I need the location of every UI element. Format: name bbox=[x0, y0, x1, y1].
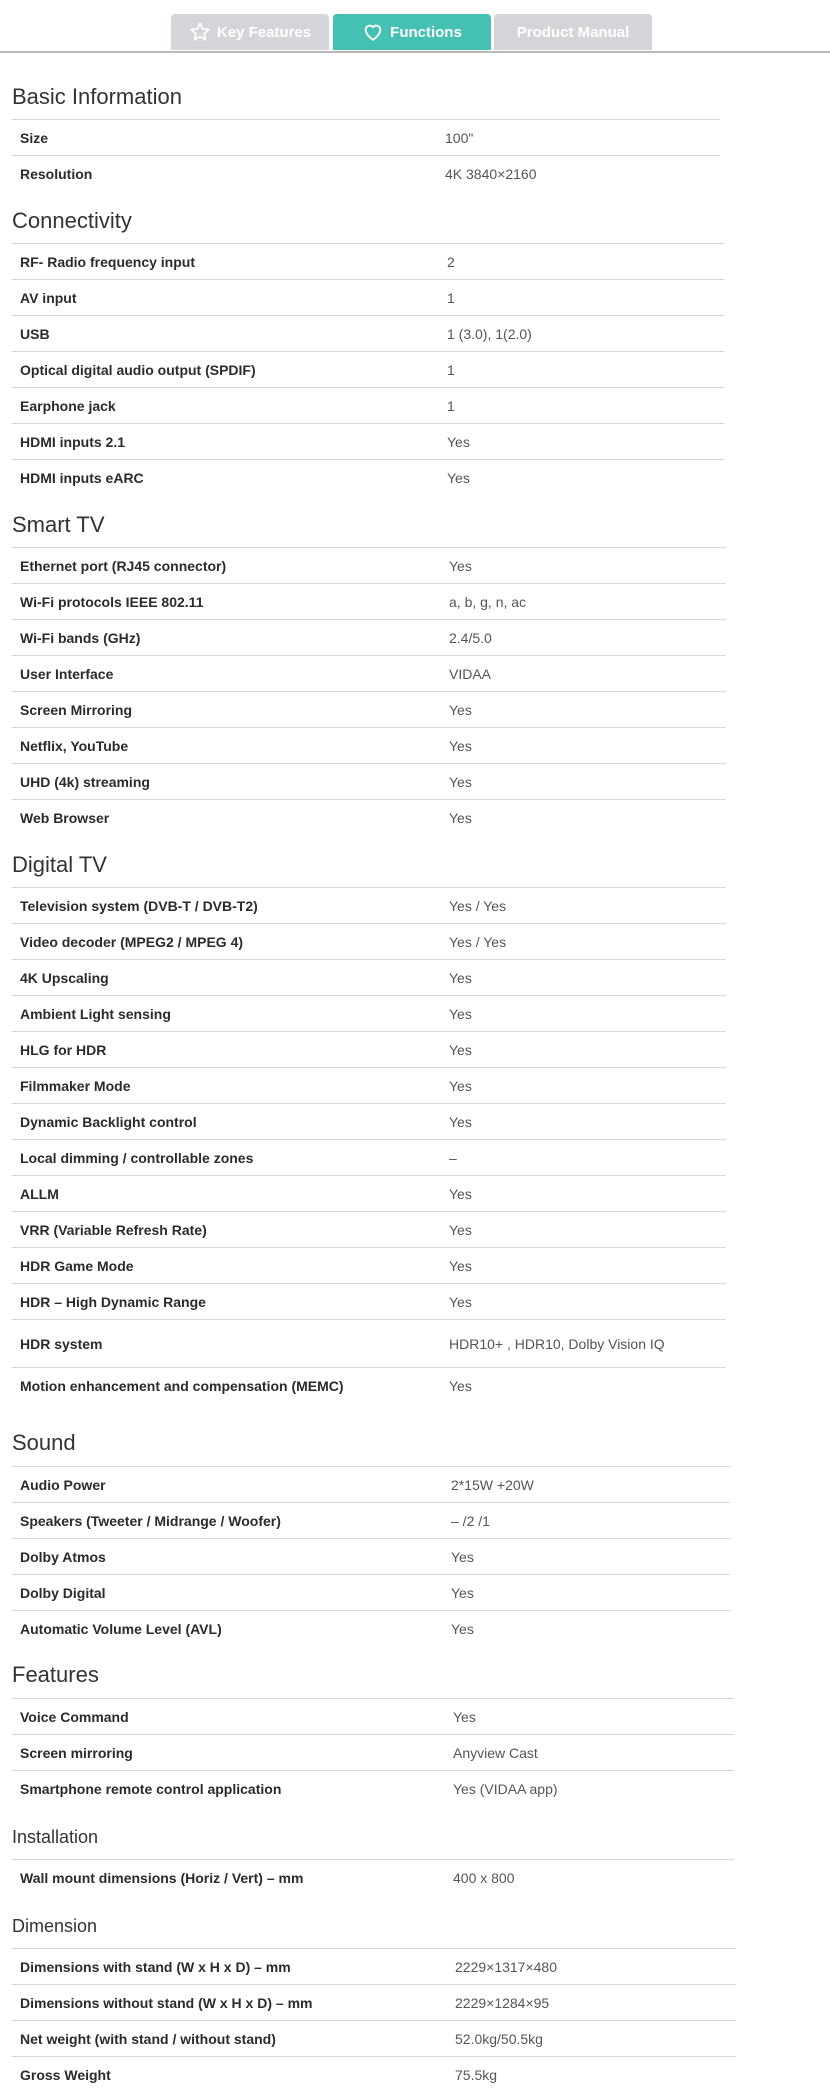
spec-row bbox=[12, 1367, 726, 1404]
spec-label: VRR (Variable Refresh Rate) bbox=[20, 1222, 207, 1238]
spec-row bbox=[12, 1139, 726, 1176]
spec-label: HDMI inputs eARC bbox=[20, 470, 144, 486]
section-title-basic: Basic Information bbox=[12, 84, 182, 109]
spec-value: HDR10+ , HDR10, Dolby Vision IQ bbox=[449, 1336, 665, 1352]
spec-row bbox=[12, 1103, 726, 1140]
spec-row bbox=[12, 1283, 726, 1320]
spec-label: User Interface bbox=[20, 666, 114, 682]
spec-value: Anyview Cast bbox=[453, 1745, 538, 1761]
spec-row bbox=[12, 691, 726, 728]
spec-row bbox=[12, 279, 724, 316]
spec-label: HDMI inputs 2.1 bbox=[20, 434, 126, 450]
spec-value: Yes bbox=[451, 1549, 474, 1565]
tab-bar bbox=[0, 0, 830, 53]
spec-value: Yes bbox=[449, 1258, 472, 1274]
spec-label: Optical digital audio output (SPDIF) bbox=[20, 362, 256, 378]
tab-functions[interactable] bbox=[333, 14, 491, 50]
spec-label: Gross Weight bbox=[20, 2067, 111, 2083]
spec-row bbox=[12, 243, 724, 280]
spec-row bbox=[12, 887, 726, 924]
spec-label: Audio Power bbox=[20, 1477, 106, 1493]
section-title-smart: Smart TV bbox=[12, 512, 105, 537]
spec-label: Wi-Fi bands (GHz) bbox=[20, 630, 141, 646]
spec-value: 1 (3.0), 1(2.0) bbox=[447, 326, 532, 342]
spec-value: VIDAA bbox=[449, 666, 492, 682]
spec-label: Ambient Light sensing bbox=[20, 1006, 171, 1022]
spec-label: Net weight (with stand / without stand) bbox=[20, 2031, 276, 2047]
spec-value: Yes / Yes bbox=[449, 898, 507, 914]
spec-row bbox=[12, 1734, 734, 1771]
spec-value: 2.4/5.0 bbox=[449, 630, 492, 646]
spec-row bbox=[12, 655, 726, 692]
spec-row bbox=[12, 351, 724, 388]
spec-value: 1 bbox=[447, 398, 455, 414]
spec-label: Screen mirroring bbox=[20, 1745, 133, 1761]
spec-row bbox=[12, 1538, 730, 1575]
spec-label: Dolby Digital bbox=[20, 1585, 106, 1601]
spec-value: 100" bbox=[445, 130, 474, 146]
heart-icon bbox=[362, 21, 384, 43]
spec-value: 52.0kg/50.5kg bbox=[455, 2031, 543, 2047]
section-title-connectivity: Connectivity bbox=[12, 208, 132, 233]
spec-label: Wi-Fi protocols IEEE 802.11 bbox=[20, 594, 204, 610]
spec-label: HDR system bbox=[20, 1336, 103, 1352]
spec-row bbox=[12, 423, 724, 460]
tab-label: Functions bbox=[390, 23, 462, 41]
spec-value: Yes bbox=[449, 738, 472, 754]
spec-value: – bbox=[449, 1150, 457, 1166]
spec-label: Dimensions without stand (W x H x D) – mm bbox=[20, 1995, 313, 2011]
spec-label: Earphone jack bbox=[20, 398, 116, 414]
spec-row bbox=[12, 315, 724, 352]
spec-label: Motion enhancement and compensation (MEMC) bbox=[20, 1378, 344, 1394]
spec-value: Yes bbox=[449, 1042, 472, 1058]
spec-row bbox=[12, 995, 726, 1032]
spec-value: – /2 /1 bbox=[451, 1513, 490, 1529]
spec-value: Yes bbox=[447, 434, 470, 450]
spec-row bbox=[12, 583, 726, 620]
star-icon bbox=[189, 21, 211, 43]
spec-label: RF- Radio frequency input bbox=[20, 254, 195, 270]
spec-row bbox=[12, 1859, 734, 1896]
spec-value: 2 bbox=[447, 254, 455, 270]
spec-row bbox=[12, 1031, 726, 1068]
spec-row bbox=[12, 459, 724, 496]
spec-value: Yes bbox=[449, 1114, 472, 1130]
spec-row bbox=[12, 547, 726, 584]
spec-row bbox=[12, 1067, 726, 1104]
spec-label: Resolution bbox=[20, 166, 93, 182]
spec-value: Yes bbox=[453, 1709, 476, 1725]
spec-label: 4K Upscaling bbox=[20, 970, 109, 986]
spec-row bbox=[12, 727, 726, 764]
spec-value: 400 x 800 bbox=[453, 1870, 515, 1886]
spec-label: Dolby Atmos bbox=[20, 1549, 106, 1565]
tab-label: Product Manual bbox=[516, 23, 630, 41]
spec-label: Dimensions with stand (W x H x D) – mm bbox=[20, 1959, 291, 1975]
spec-label: Automatic Volume Level (AVL) bbox=[20, 1621, 222, 1637]
spec-row bbox=[12, 1948, 736, 1985]
spec-value: 2229×1317×480 bbox=[455, 1959, 557, 1975]
section-title-installation: Installation bbox=[12, 1827, 99, 1847]
spec-label: Wall mount dimensions (Horiz / Vert) – mm bbox=[20, 1870, 304, 1886]
spec-value: Yes bbox=[451, 1585, 474, 1601]
spec-row bbox=[12, 1247, 726, 1284]
spec-value: 1 bbox=[447, 362, 455, 378]
spec-value: Yes bbox=[449, 1294, 472, 1310]
section-title-digital: Digital TV bbox=[12, 852, 107, 877]
spec-label: Filmmaker Mode bbox=[20, 1078, 131, 1094]
spec-value: Yes bbox=[449, 810, 472, 826]
spec-label: Speakers (Tweeter / Midrange / Woofer) bbox=[20, 1513, 281, 1529]
spec-row bbox=[12, 959, 726, 996]
spec-row bbox=[12, 155, 720, 192]
spec-label: Netflix, YouTube bbox=[20, 738, 129, 754]
spec-label: Ethernet port (RJ45 connector) bbox=[20, 558, 227, 574]
spec-value: 2*15W +20W bbox=[451, 1477, 534, 1493]
spec-value: Yes bbox=[449, 1378, 472, 1394]
spec-value: Yes bbox=[447, 470, 470, 486]
spec-value: Yes bbox=[449, 1222, 472, 1238]
spec-value: Yes bbox=[449, 1186, 472, 1202]
spec-row bbox=[12, 2020, 736, 2057]
spec-row bbox=[12, 1175, 726, 1212]
spec-row bbox=[12, 619, 726, 656]
spec-label: Web Browser bbox=[20, 810, 110, 826]
section-title-sound: Sound bbox=[12, 1430, 76, 1455]
spec-row bbox=[12, 387, 724, 424]
spec-value: 4K 3840×2160 bbox=[445, 166, 537, 182]
spec-label: ALLM bbox=[20, 1186, 59, 1202]
spec-value: 2229×1284×95 bbox=[455, 1995, 550, 2011]
spec-row bbox=[12, 1698, 734, 1735]
spec-label: Video decoder (MPEG2 / MPEG 4) bbox=[20, 934, 244, 950]
section-title-features: Features bbox=[12, 1662, 99, 1687]
spec-label: Size bbox=[20, 130, 49, 146]
spec-value: a, b, g, n, ac bbox=[449, 594, 527, 610]
spec-row bbox=[12, 799, 726, 836]
spec-label: HLG for HDR bbox=[20, 1042, 107, 1058]
tab-label: Key Features bbox=[216, 23, 312, 41]
spec-label: HDR Game Mode bbox=[20, 1258, 134, 1274]
spec-label: USB bbox=[20, 326, 50, 342]
spec-label: AV input bbox=[20, 290, 77, 306]
spec-row bbox=[12, 1466, 730, 1503]
spec-label: Screen Mirroring bbox=[20, 702, 133, 718]
spec-value: Yes / Yes bbox=[449, 934, 507, 950]
spec-row bbox=[12, 1770, 734, 1807]
spec-value: Yes bbox=[449, 970, 472, 986]
spec-value: Yes bbox=[449, 1078, 472, 1094]
spec-value: Yes bbox=[451, 1621, 474, 1637]
spec-row bbox=[12, 2056, 736, 2093]
spec-row bbox=[12, 1211, 726, 1248]
spec-value: Yes bbox=[449, 1006, 472, 1022]
spec-row bbox=[12, 1502, 730, 1539]
spec-value: Yes bbox=[449, 702, 472, 718]
spec-row bbox=[12, 1319, 726, 1368]
spec-label: Smartphone remote control application bbox=[20, 1781, 282, 1797]
spec-label: Voice Command bbox=[20, 1709, 129, 1725]
spec-row bbox=[12, 119, 720, 156]
section-title-dimension: Dimension bbox=[12, 1916, 98, 1936]
spec-row bbox=[12, 763, 726, 800]
spec-label: Television system (DVB-T / DVB-T2) bbox=[20, 898, 258, 914]
tab-key-features[interactable] bbox=[171, 14, 329, 50]
spec-value: 1 bbox=[447, 290, 455, 306]
spec-label: Local dimming / controllable zones bbox=[20, 1150, 254, 1166]
spec-row bbox=[12, 1574, 730, 1611]
spec-row bbox=[12, 1984, 736, 2021]
spec-value: Yes bbox=[449, 558, 472, 574]
spec-label: UHD (4k) streaming bbox=[20, 774, 150, 790]
spec-label: Dynamic Backlight control bbox=[20, 1114, 197, 1130]
spec-label: HDR – High Dynamic Range bbox=[20, 1294, 206, 1310]
tab-product-manual[interactable] bbox=[494, 14, 652, 50]
spec-value: Yes (VIDAA app) bbox=[453, 1781, 558, 1797]
spec-row bbox=[12, 923, 726, 960]
spec-row bbox=[12, 1610, 730, 1647]
spec-value: Yes bbox=[449, 774, 472, 790]
spec-value: 75.5kg bbox=[455, 2067, 498, 2083]
